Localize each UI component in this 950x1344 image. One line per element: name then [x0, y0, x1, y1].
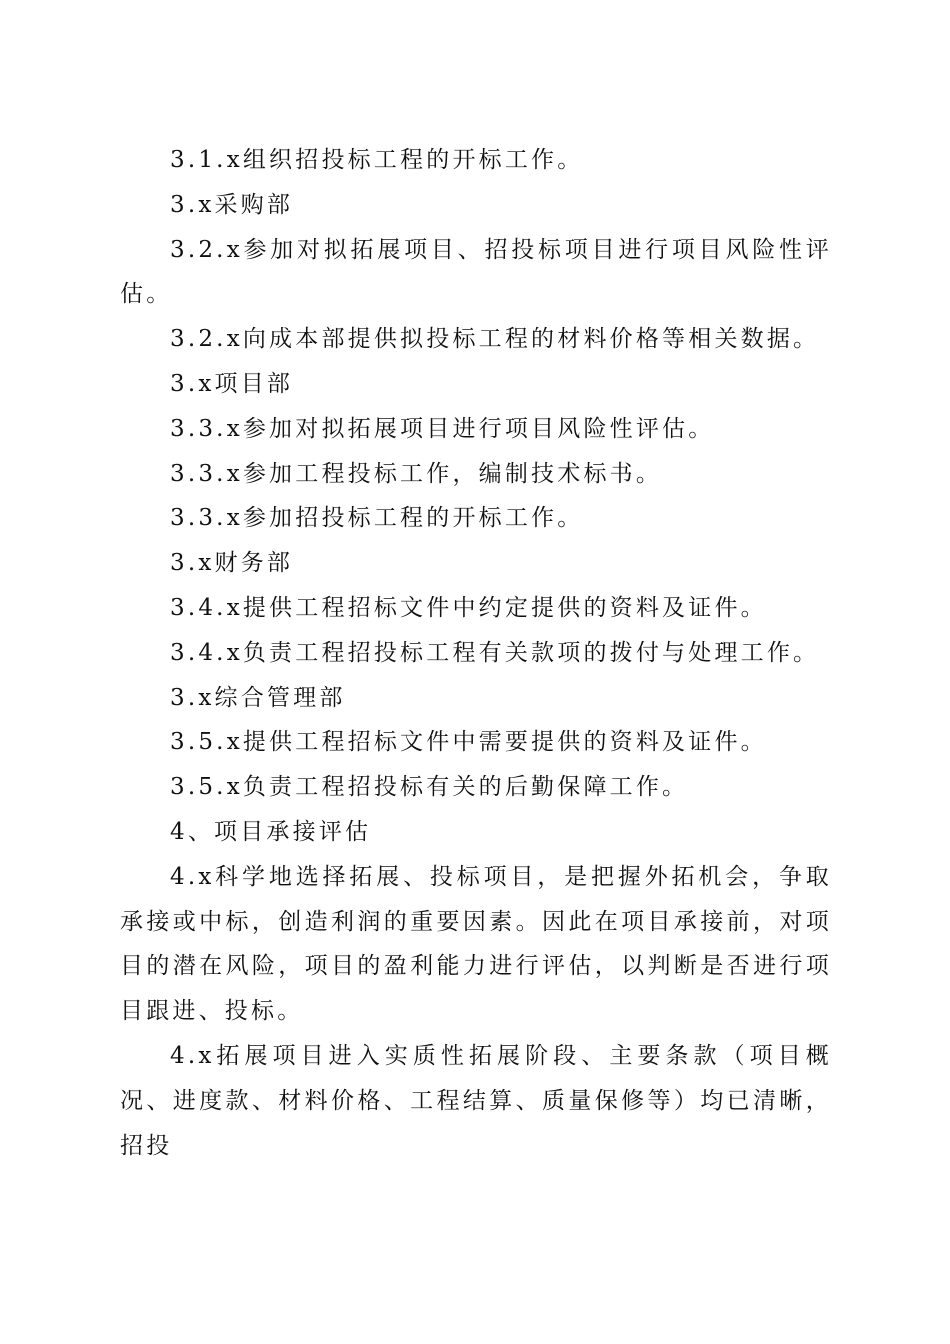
- heading-finance-dept: 3.x财务部: [170, 550, 294, 577]
- paragraph-3-4-documents: 3.4.x提供工程招标文件中约定提供的资料及证件。: [170, 594, 767, 621]
- paragraph-3-4-payments: 3.4.x负责工程招投标工程有关款项的拨付与处理工作。: [170, 639, 820, 666]
- paragraph-3-2-risk-assessment: 3.2.x参加对拟拓展项目、招投标项目进行项目风险性评估。: [120, 236, 832, 308]
- document-body: [120, 138, 832, 1168]
- heading-admin-dept: 3.x综合管理部: [170, 684, 346, 711]
- paragraph-3-3-technical-bid: 3.3.x参加工程投标工作，编制技术标书。: [170, 460, 663, 487]
- paragraph-3-3-opening: 3.3.x参加招投标工程的开标工作。: [170, 505, 584, 532]
- section-heading-project-assessment: 4、项目承接评估: [170, 818, 372, 845]
- paragraph-3-3-risk-assessment: 3.3.x参加对拟拓展项目进行项目风险性评估。: [170, 415, 715, 442]
- paragraph-3-5-logistics: 3.5.x负责工程招投标有关的后勤保障工作。: [170, 774, 689, 801]
- paragraph-3-5-documents: 3.5.x提供工程招标文件中需要提供的资料及证件。: [170, 729, 767, 756]
- heading-procurement-dept: 3.x采购部: [170, 191, 294, 218]
- paragraph-3-1-opening: 3.1.x组织招投标工程的开标工作。: [170, 147, 584, 173]
- paragraph-3-2-material-prices: 3.2.x向成本部提供拟投标工程的材料价格等相关数据。: [170, 326, 820, 353]
- heading-project-dept: 3.x项目部: [170, 370, 294, 397]
- paragraph-4-expansion-stage: 4.x拓展项目进入实质性拓展阶段、主要条款（项目概况、进度款、材料价格、工程结算、质量保修等）均已清晰，招投: [120, 1042, 832, 1159]
- paragraph-4-project-selection: 4.x科学地选择拓展、投标项目，是把握外拓机会，争取承接或中标，创造利润的重要因素。因此在项目承接前，对项目的潜在风险，项目的盈利能力进行评估，以判断是否进行项目跟进、投标。: [120, 863, 832, 1025]
